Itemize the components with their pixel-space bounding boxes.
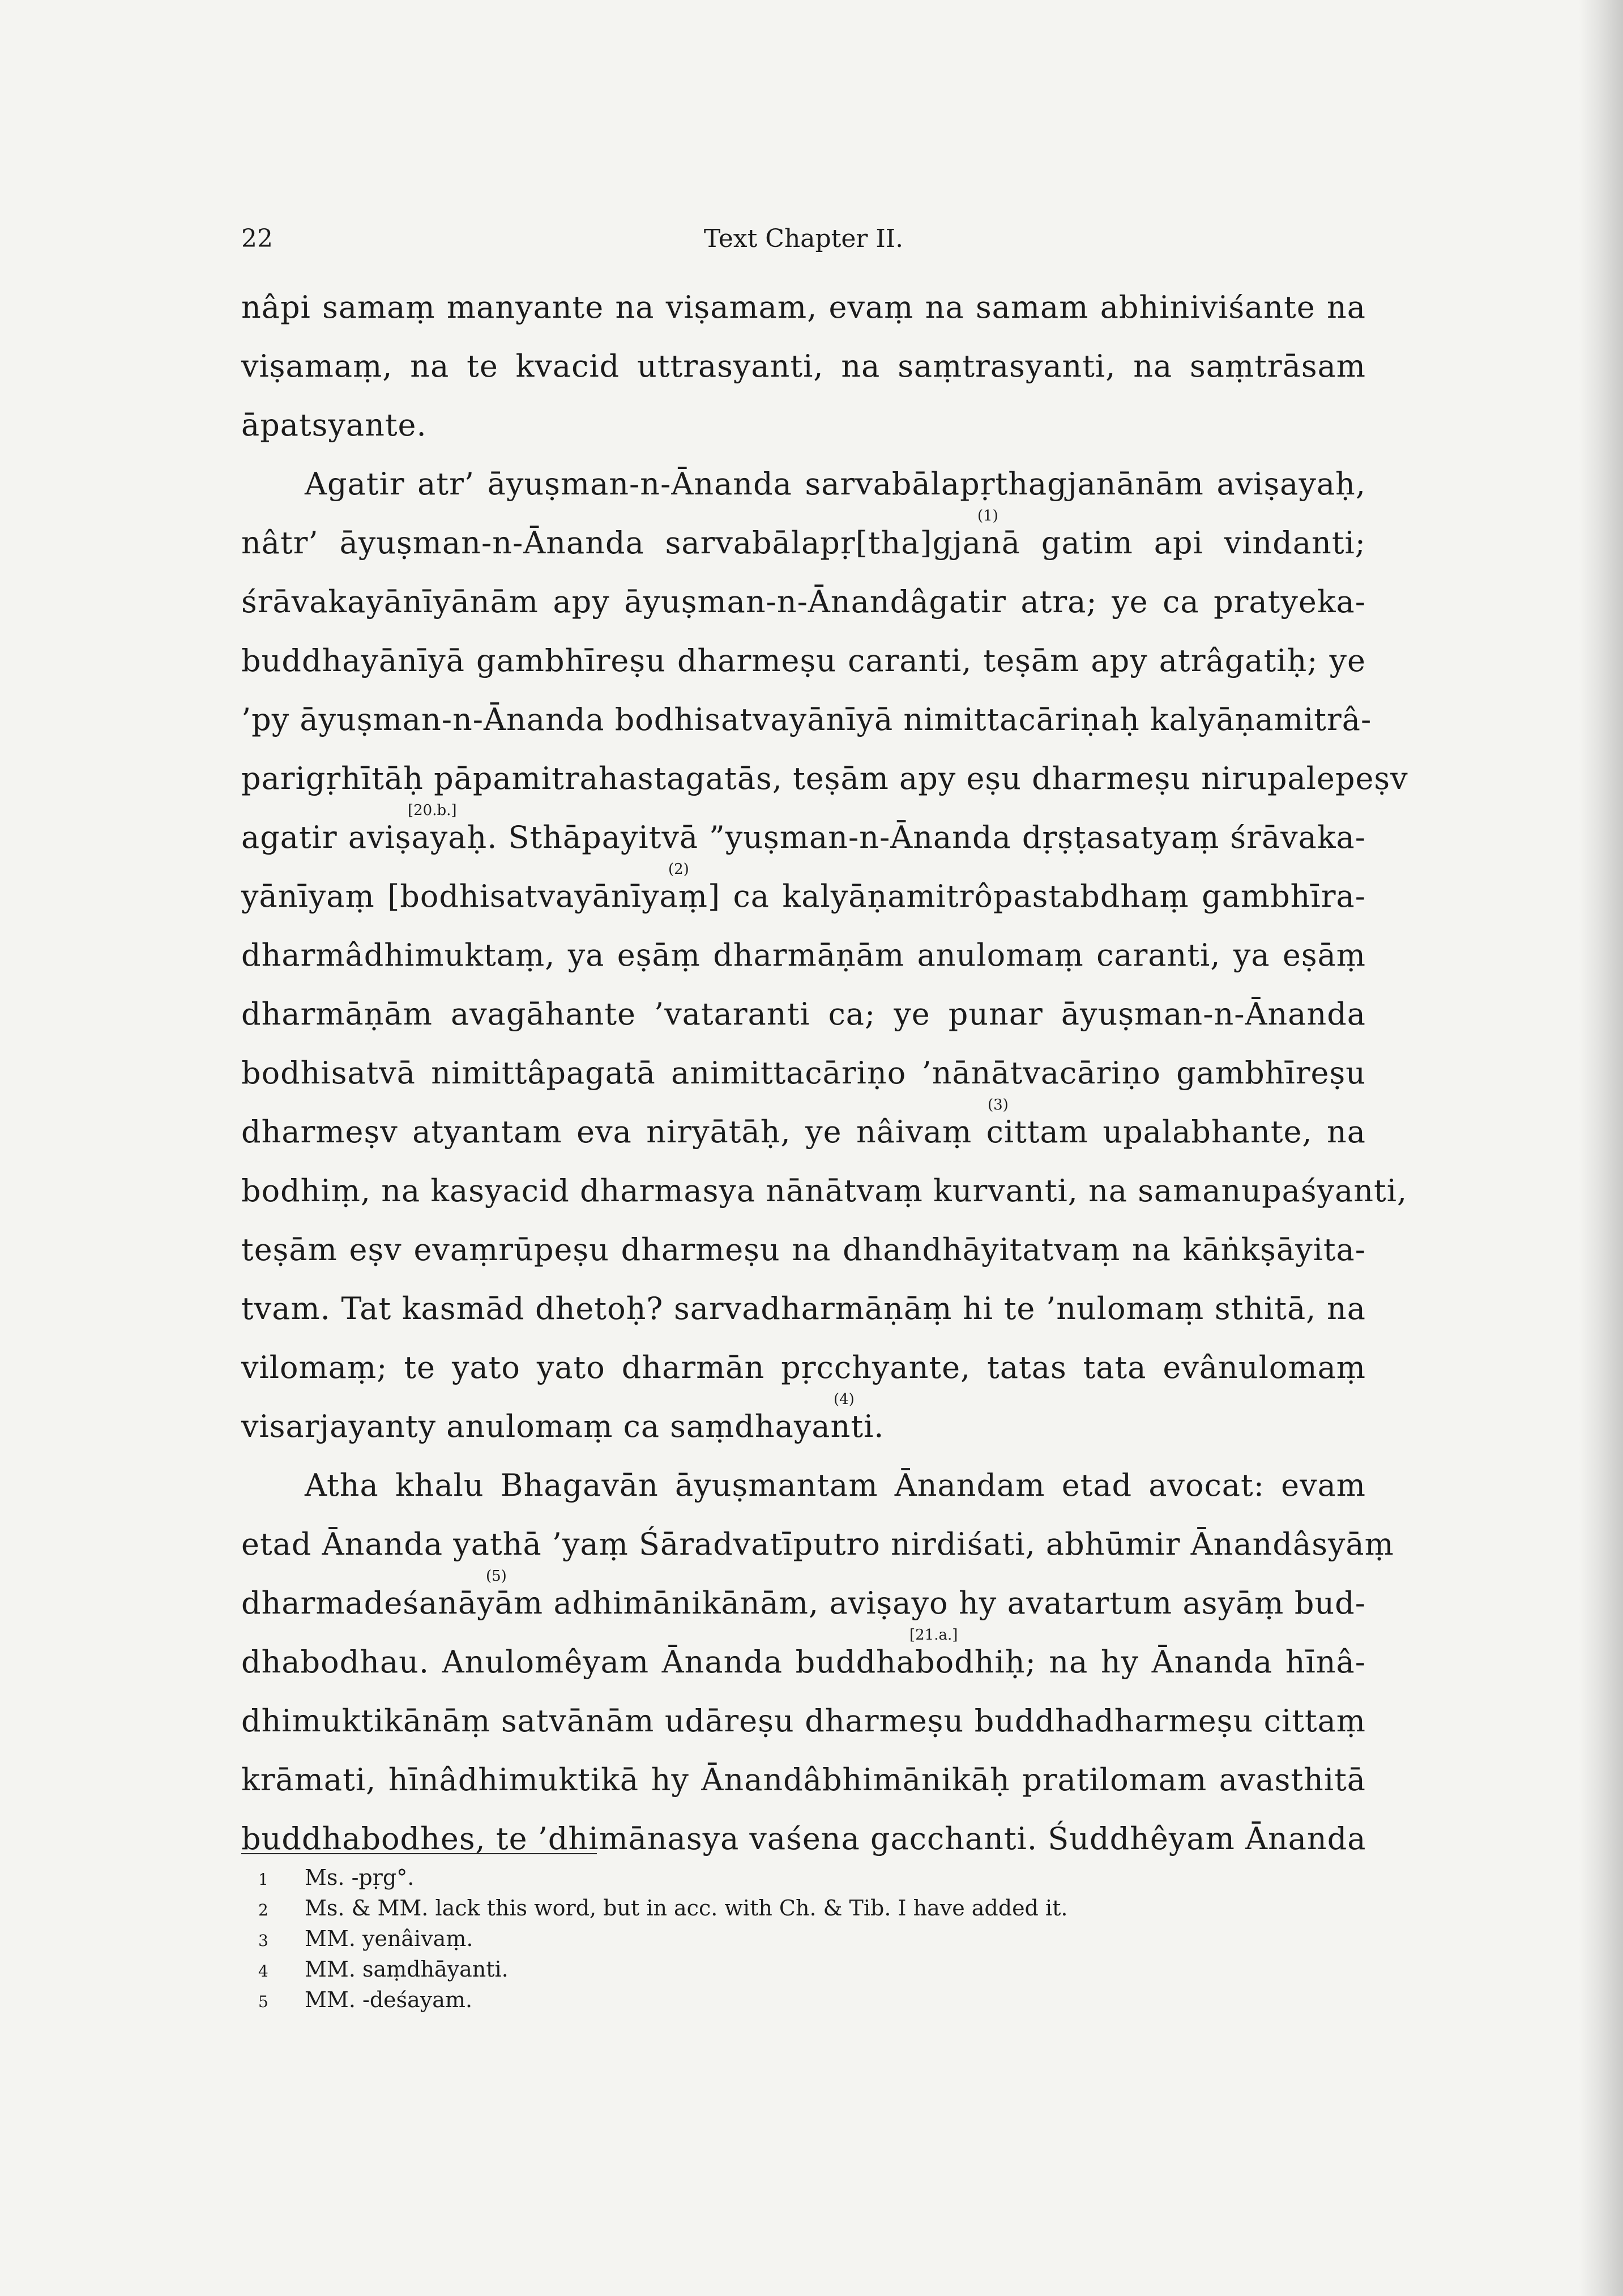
text-line: parigṛhītāḥ pāpamitrahastagatās, teṣām apy eṣu dharmeṣu nirupalepeṣv [241,761,1408,796]
text-line: āpatsyante. [241,407,427,443]
footnote-number: 1 [258,1870,268,1889]
text-line-with-note [241,507,1366,577]
footnote-marker-1: (1) [977,507,998,524]
footnote [241,1985,1366,2015]
text-line: vilomaṃ; te yato yato dharmān pṛcchyante, tatas tata evânulomaṃ [241,1350,1366,1385]
footnote-text: MM. -deśayam. [305,1987,473,2012]
text-line: tvam. Tat kasmād dhetoḥ? sarvadharmāṇāṃ hi te ’nulomaṃ sthitā, na [241,1291,1366,1326]
footnote-number: 4 [258,1962,268,1981]
text-line: nâpi samaṃ manyante na viṣamam, evaṃ na samam abhiniviśante na [241,289,1366,325]
footnote-marker-2: (2) [668,861,689,878]
text-line: dharmāṇām avagāhante ’vataranti ca; ye punar āyuṣman-n-Ānanda [241,996,1366,1032]
text-line-with-note [241,1627,1366,1696]
page-header [241,224,1366,270]
footnote-text: MM. yenâivaṃ. [305,1926,473,1951]
footnote [241,1954,1366,1985]
line-text: nâtr’ āyuṣman-n-Ānanda sarvabālapṛ[tha]gjanā gatim api vindanti; [241,525,1366,561]
text-line-with-note [241,802,1366,871]
footnote-number: 2 [258,1901,268,1919]
text-line: buddhabodhes, te ’dhimānasya vaśena gacchanti. Śuddhêyam Ānanda [241,1821,1366,1857]
text-line: viṣamaṃ, na te kvacid uttrasyanti, na saṃtrasyanti, na saṃtrāsam [241,348,1366,384]
text-line: bodhisatvā nimittâpagatā animittacāriṇo ’nānātvacāriṇo gambhīreṣu [241,1055,1366,1091]
footnote [241,1893,1366,1923]
text-line-with-note [241,1391,1366,1460]
text-line: buddhayānīyā gambhīreṣu dharmeṣu caranti, teṣām apy atrâgatiḥ; ye [241,643,1366,678]
text-line: Atha khalu Bhagavān āyuṣmantam Ānandam etad avocat: evam [305,1467,1366,1503]
line-text: dharmeṣv atyantam eva niryātāḥ, ye nâivaṃ cittam upalabhante, na [241,1114,1366,1150]
footnote-marker-3: (3) [988,1096,1009,1113]
footnote-text: Ms. & MM. lack this word, but in acc. with Ch. & Tib. I have added it. [305,1896,1068,1921]
footnote-divider [241,1853,597,1854]
text-line-with-note [241,861,1366,930]
folio-marker-21a: [21.a.] [909,1627,958,1644]
text-line: dharmâdhimuktaṃ, ya eṣāṃ dharmāṇām anulomaṃ caranti, ya eṣāṃ [241,937,1366,973]
footnote-number: 5 [258,1992,268,2011]
text-line: ’py āyuṣman-n-Ānanda bodhisatvayānīyā nimittacāriṇaḥ kalyāṇamitrâ- [241,702,1372,737]
text-line: etad Ānanda yathā ’yaṃ Śāradvatīputro nirdiśati, abhūmir Ānandâsyāṃ [241,1526,1394,1562]
text-line: śrāvakayānīyānām apy āyuṣman-n-Ānandâgatir atra; ye ca pratyeka- [241,584,1366,620]
footnote-text: MM. saṃdhāyanti. [305,1957,509,1982]
footnote-marker-4: (4) [834,1391,855,1408]
text-line-with-note [241,1568,1366,1637]
text-line: bodhiṃ, na kasyacid dharmasya nānātvaṃ kurvanti, na samanupaśyanti, [241,1173,1408,1209]
line-text: dhabodhau. Anulomêyam Ānanda buddhabodhiḥ; na hy Ānanda hīnâ- [241,1644,1366,1680]
footnote-marker-5: (5) [486,1568,507,1585]
text-line: Agatir atr’ āyuṣman-n-Ānanda sarvabālapṛthagjanānām aviṣayaḥ, [305,466,1366,502]
running-head: Text Chapter II. [703,224,904,253]
text-line-with-note [241,1096,1366,1166]
footnotes [241,1862,1366,2015]
main-text [241,282,1408,1872]
line-text: agatir aviṣayaḥ. Sthāpayitvā ”yuṣman-n-Ānanda dṛṣṭasatyaṃ śrāvaka- [241,820,1366,855]
line-text: visarjayanty anulomaṃ ca saṃdhayanti. [241,1409,885,1444]
footnote-number: 3 [258,1931,268,1950]
binding-shadow [1579,0,1623,2296]
text-line: teṣām eṣv evaṃrūpeṣu dharmeṣu na dhandhāyitatvaṃ na kāṅkṣāyita- [241,1232,1366,1268]
text-line: krāmati, hīnâdhimuktikā hy Ānandâbhimānikāḥ pratilomam avasthitā [241,1762,1366,1798]
footnote [241,1862,1366,1893]
text-line: dhimuktikānāṃ satvānām udāreṣu dharmeṣu buddhadharmeṣu cittaṃ [241,1703,1366,1739]
footnote-text: Ms. -pṛg°. [305,1865,415,1890]
folio-marker-20b: [20.b.] [408,802,457,819]
page-number: 22 [241,224,273,253]
line-text: dharmadeśanāyām adhimānikānām, aviṣayo hy avatartum asyāṃ bud- [241,1585,1366,1621]
line-text: yānīyaṃ [bodhisatvayānīyaṃ] ca kalyāṇamitrôpastabdhaṃ gambhīra- [241,878,1366,914]
footnote [241,1923,1366,1954]
